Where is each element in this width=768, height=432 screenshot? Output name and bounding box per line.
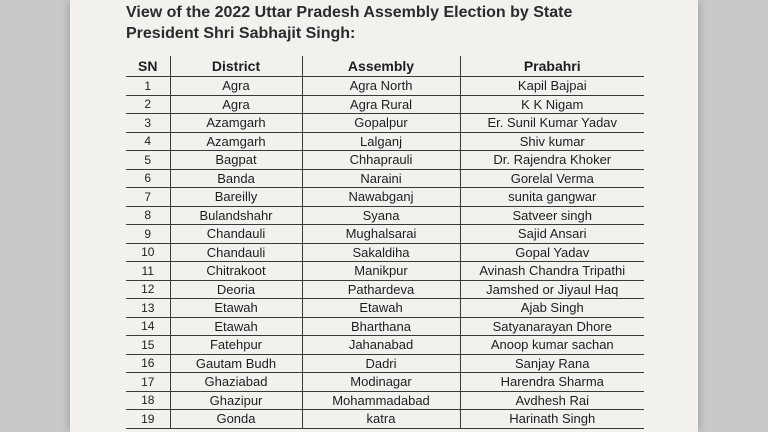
table-row (126, 225, 644, 244)
cell-prabhari: Satyanarayan Dhore (460, 317, 644, 336)
cell-district: Azamgarh (170, 114, 302, 133)
cell-assembly: Syana (302, 206, 460, 225)
cell-district: Fatehpur (170, 336, 302, 355)
cell-assembly: Bharthana (302, 317, 460, 336)
table-row (126, 336, 644, 355)
cell-assembly: Nawabganj (302, 188, 460, 207)
table-row (126, 132, 644, 151)
cell-sn: 15 (126, 336, 170, 355)
cell-prabhari: Sajid Ansari (460, 225, 644, 244)
cell-assembly: Jahanabad (302, 336, 460, 355)
cell-sn: 4 (126, 132, 170, 151)
cell-sn: 16 (126, 354, 170, 373)
cell-prabhari: Avdhesh Rai (460, 391, 644, 410)
cell-assembly: Lalganj (302, 132, 460, 151)
cell-assembly: Manikpur (302, 262, 460, 281)
cell-sn: 10 (126, 243, 170, 262)
cell-sn: 1 (126, 77, 170, 96)
cell-assembly: Agra North (302, 77, 460, 96)
cell-district: Etawah (170, 317, 302, 336)
cell-district: Chitrakoot (170, 262, 302, 281)
table-row (126, 299, 644, 318)
cell-sn: 17 (126, 373, 170, 392)
cell-assembly: Chhaprauli (302, 151, 460, 170)
table-body (126, 77, 644, 429)
cell-assembly: Sakaldiha (302, 243, 460, 262)
document-page (70, 0, 698, 432)
cell-sn: 13 (126, 299, 170, 318)
table-row (126, 206, 644, 225)
cell-assembly: Modinagar (302, 373, 460, 392)
cell-sn: 6 (126, 169, 170, 188)
column-header-sn: SN (126, 56, 170, 77)
heading-line-2: President Shri Sabhajit Singh: (126, 25, 356, 42)
table-row (126, 188, 644, 207)
cell-prabhari: Ajab Singh (460, 299, 644, 318)
cell-prabhari: Anoop kumar sachan (460, 336, 644, 355)
table-row (126, 391, 644, 410)
table-row (126, 151, 644, 170)
table-row (126, 114, 644, 133)
table-row (126, 243, 644, 262)
cell-sn: 2 (126, 95, 170, 114)
cell-assembly: katra (302, 410, 460, 429)
table-row (126, 169, 644, 188)
cell-district: Bulandshahr (170, 206, 302, 225)
cell-district: Chandauli (170, 243, 302, 262)
cell-assembly: Mohammadabad (302, 391, 460, 410)
cell-district: Gautam Budh (170, 354, 302, 373)
cell-district: Deoria (170, 280, 302, 299)
cell-prabhari: sunita gangwar (460, 188, 644, 207)
cell-district: Ghazipur (170, 391, 302, 410)
cell-district: Etawah (170, 299, 302, 318)
cell-prabhari: Er. Sunil Kumar Yadav (460, 114, 644, 133)
cell-district: Bareilly (170, 188, 302, 207)
cell-district: Gonda (170, 410, 302, 429)
table-header-row (126, 56, 644, 77)
cell-district: Agra (170, 95, 302, 114)
cell-prabhari: Shiv kumar (460, 132, 644, 151)
cell-prabhari: Gopal Yadav (460, 243, 644, 262)
table-row (126, 77, 644, 96)
cell-sn: 14 (126, 317, 170, 336)
column-header-prabhari: Prabahri (460, 56, 644, 77)
table-row (126, 410, 644, 429)
cell-prabhari: Gorelal Verma (460, 169, 644, 188)
cell-district: Azamgarh (170, 132, 302, 151)
cell-sn: 18 (126, 391, 170, 410)
cell-assembly: Gopalpur (302, 114, 460, 133)
cell-prabhari: Jamshed or Jiyaul Haq (460, 280, 644, 299)
cell-assembly: Mughalsarai (302, 225, 460, 244)
cell-assembly: Naraini (302, 169, 460, 188)
cell-district: Bagpat (170, 151, 302, 170)
cell-prabhari: Harinath Singh (460, 410, 644, 429)
cell-assembly: Dadri (302, 354, 460, 373)
cell-assembly: Etawah (302, 299, 460, 318)
cell-sn: 8 (126, 206, 170, 225)
prabhari-table (126, 56, 644, 429)
cell-prabhari: K K Nigam (460, 95, 644, 114)
cell-sn: 19 (126, 410, 170, 429)
cell-district: Chandauli (170, 225, 302, 244)
cell-sn: 11 (126, 262, 170, 281)
cell-prabhari: Harendra Sharma (460, 373, 644, 392)
document-heading (126, 2, 686, 44)
table-row (126, 317, 644, 336)
heading-line-1: View of the 2022 Uttar Pradesh Assembly Election by State (126, 4, 573, 21)
cell-prabhari: Kapil Bajpai (460, 77, 644, 96)
cell-sn: 3 (126, 114, 170, 133)
table-row (126, 354, 644, 373)
cell-sn: 12 (126, 280, 170, 299)
cell-sn: 5 (126, 151, 170, 170)
column-header-district: District (170, 56, 302, 77)
cell-assembly: Pathardeva (302, 280, 460, 299)
cell-prabhari: Avinash Chandra Tripathi (460, 262, 644, 281)
cell-sn: 7 (126, 188, 170, 207)
cell-prabhari: Dr. Rajendra Khoker (460, 151, 644, 170)
table-row (126, 373, 644, 392)
cell-prabhari: Sanjay Rana (460, 354, 644, 373)
cell-district: Ghaziabad (170, 373, 302, 392)
cell-assembly: Agra Rural (302, 95, 460, 114)
table-row (126, 95, 644, 114)
cell-district: Agra (170, 77, 302, 96)
table-row (126, 280, 644, 299)
table-row (126, 262, 644, 281)
column-header-assembly: Assembly (302, 56, 460, 77)
cell-district: Banda (170, 169, 302, 188)
cell-prabhari: Satveer singh (460, 206, 644, 225)
cell-sn: 9 (126, 225, 170, 244)
